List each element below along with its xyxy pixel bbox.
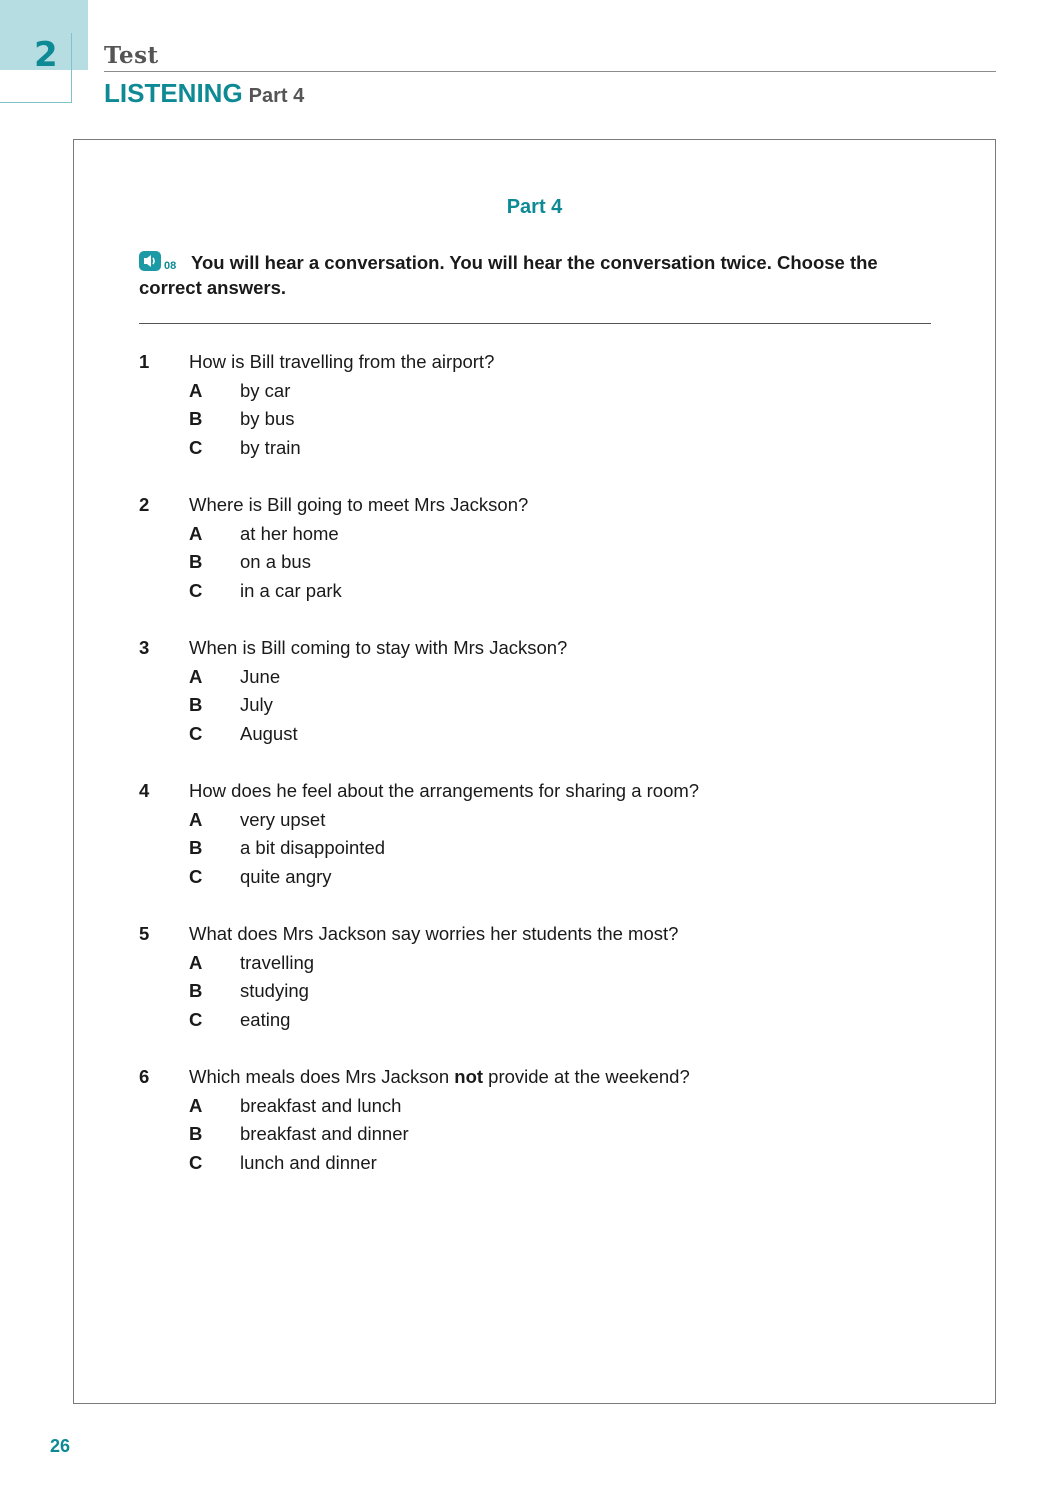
answer-option[interactable]: [139, 1149, 919, 1178]
option-text: on a bus: [240, 551, 311, 572]
answer-option[interactable]: [139, 1120, 919, 1149]
option-text: quite angry: [240, 865, 332, 887]
question-text-main: How does he feel about the arrangements for sharing a room?: [189, 780, 700, 801]
option-letter: A: [189, 808, 203, 830]
speaker-icon: [139, 251, 161, 271]
option-letter: B: [189, 694, 203, 715]
question-3: [139, 634, 919, 748]
answer-option[interactable]: [139, 548, 919, 577]
answer-option[interactable]: [139, 720, 919, 749]
question-2: [139, 491, 919, 605]
option-text: breakfast and lunch: [240, 1094, 402, 1116]
option-text: lunch and dinner: [240, 1151, 377, 1173]
question-number: 6: [139, 1066, 150, 1087]
option-letter: B: [189, 408, 203, 429]
header-test-label: Test: [104, 42, 159, 69]
answer-option[interactable]: [139, 863, 919, 892]
option-text: in a car park: [240, 579, 342, 601]
question-1: [139, 348, 919, 462]
question-number: 1: [139, 351, 150, 372]
option-letter: A: [189, 951, 203, 973]
answer-option[interactable]: [139, 806, 919, 835]
option-text: August: [240, 722, 298, 744]
answer-option[interactable]: [139, 663, 919, 692]
option-text: studying: [240, 980, 309, 1001]
option-letter: C: [189, 722, 203, 744]
option-text: travelling: [240, 951, 315, 973]
option-text: by car: [240, 379, 291, 401]
answer-option[interactable]: [139, 834, 919, 863]
answer-option[interactable]: [139, 691, 919, 720]
question-text-main: When is Bill coming to stay with Mrs Jackson?: [189, 637, 568, 658]
option-letter: B: [189, 837, 203, 858]
option-text: a bit disappointed: [240, 837, 386, 858]
option-text: June: [240, 665, 281, 687]
question-text: [189, 777, 699, 805]
question-text: [189, 634, 567, 662]
question-number: 4: [139, 780, 150, 801]
question-number: 5: [139, 923, 150, 944]
question-text-end: provide at the weekend?: [483, 1066, 690, 1087]
answer-option[interactable]: [139, 377, 919, 406]
option-letter: A: [189, 522, 203, 544]
option-letter: C: [189, 865, 203, 887]
option-letter: A: [189, 379, 203, 401]
option-text: very upset: [240, 808, 326, 830]
question-row: [139, 634, 919, 663]
option-letter: A: [189, 1094, 203, 1116]
option-letter: C: [189, 436, 203, 458]
question-row: [139, 348, 919, 377]
question-number: 3: [139, 637, 150, 658]
option-text: breakfast and dinner: [240, 1123, 409, 1144]
instruction-divider: [139, 323, 931, 324]
answer-option[interactable]: [139, 520, 919, 549]
exercise-box: [73, 139, 996, 1404]
question-text-emphasis: not: [454, 1066, 484, 1087]
question-text-main: What does Mrs Jackson say worries her students the most?: [189, 923, 679, 944]
option-letter: B: [189, 551, 203, 572]
section-title: LISTENING: [104, 78, 243, 108]
page-number: 26: [50, 1436, 71, 1456]
unit-number: 2: [34, 35, 58, 75]
header-divider: [104, 71, 996, 72]
question-text: [189, 491, 528, 519]
question-row: [139, 777, 919, 806]
answer-option[interactable]: [139, 1092, 919, 1121]
option-letter: B: [189, 980, 203, 1001]
unit-number-box: [0, 33, 72, 103]
question-list: [139, 348, 919, 1206]
question-text-main: Where is Bill going to meet Mrs Jackson?: [189, 494, 529, 515]
question-6: [139, 1063, 919, 1177]
answer-option[interactable]: [139, 949, 919, 978]
answer-option[interactable]: [139, 405, 919, 434]
question-text: [189, 920, 678, 948]
option-letter: C: [189, 1008, 203, 1030]
option-letter: C: [189, 1151, 203, 1173]
option-text: by train: [240, 436, 301, 458]
question-text: [189, 348, 494, 376]
option-text: at her home: [240, 522, 339, 544]
instruction-text: You will hear a conversation. You will hear the conversation twice. Choose the correct answers.: [139, 252, 878, 298]
question-5: [139, 920, 919, 1034]
question-row: [139, 920, 919, 949]
audio-track[interactable]: [139, 250, 185, 272]
section-part: Part 4: [248, 85, 305, 107]
track-number: 08: [164, 260, 177, 272]
question-text: [189, 1063, 690, 1091]
option-letter: A: [189, 665, 203, 687]
question-text-main: How is Bill travelling from the airport?: [189, 351, 495, 372]
option-letter: B: [189, 1123, 203, 1144]
answer-option[interactable]: [139, 1006, 919, 1035]
section-heading: [104, 78, 304, 109]
option-text: eating: [240, 1008, 291, 1030]
option-text: July: [240, 694, 273, 715]
answer-option[interactable]: [139, 977, 919, 1006]
part-title: Part 4: [506, 196, 563, 218]
question-row: [139, 1063, 919, 1092]
question-row: [139, 491, 919, 520]
option-letter: C: [189, 579, 203, 601]
answer-option[interactable]: [139, 577, 919, 606]
answer-option[interactable]: [139, 434, 919, 463]
question-4: [139, 777, 919, 891]
option-text: by bus: [240, 408, 295, 429]
instructions: [139, 250, 939, 300]
question-number: 2: [139, 494, 150, 515]
question-text-main: Which meals does Mrs Jackson: [189, 1066, 455, 1087]
